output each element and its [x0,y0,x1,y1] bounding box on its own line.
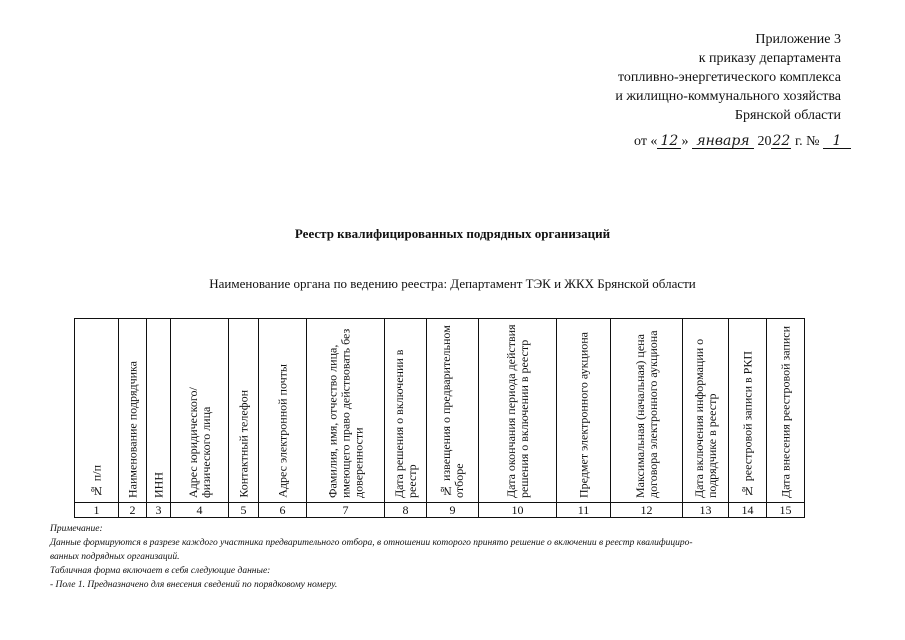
column-number: 6 [259,503,307,518]
column-header-text: Предмет электронного аукциона [576,331,590,498]
appendix-line: к приказу департамента [698,51,841,66]
order-year-prefix: 20 [757,134,772,149]
column-number: 12 [611,503,683,518]
column-header-text: Дата включения информации о подрядчике в реестр [691,338,719,498]
column-header-text: № извещения о предварительном отборе [438,325,466,498]
column-header [229,319,259,503]
column-header [611,319,683,503]
appendix-line: и жилищно-коммунального хозяйства [615,89,841,104]
order-number-handwritten: 1 [823,134,851,149]
notes-block [50,522,860,592]
order-year-handwritten: 22 [772,133,791,149]
column-header-text: Адрес юридического/ физического лица [185,387,213,498]
column-header [171,319,229,503]
notes-heading: Примечание: [50,524,103,534]
order-month-handwritten: января [692,134,754,149]
order-prefix: от « [634,134,658,149]
column-number: 4 [171,503,229,518]
column-number: 15 [767,503,805,518]
column-number: 14 [729,503,767,518]
column-header-text: Адрес электронной почты [275,364,289,498]
registry-organ-line: Наименование органа по ведению реестра: Департамент ТЭК и ЖКХ Брянской области [209,276,696,291]
table-header-row [75,319,805,503]
column-number: 2 [119,503,147,518]
appendix-line: Брянской области [734,108,841,123]
order-day-handwritten: 12 [657,134,681,149]
column-header [259,319,307,503]
column-header-text: Наименование подрядчика [125,361,139,498]
order-year-tail: г. № [791,134,820,149]
column-number: 1 [75,503,119,518]
column-header-text: № п/п [89,464,103,498]
column-header [557,319,611,503]
column-number: 7 [307,503,385,518]
column-number: 10 [479,503,557,518]
column-number: 9 [427,503,479,518]
order-quote-close: » [681,134,689,149]
notes-line: Данные формируются в разрезе каждого участника предварительного отбора, в отношении которого принято решение о включении в реестр квалифициро- [50,538,693,548]
appendix-block [615,30,841,125]
registry-table [74,318,805,518]
document-title: Реестр квалифицированных подрядных организаций [294,226,611,241]
column-header-text: Дата внесения реестровой записи [778,326,792,498]
appendix-line: топливно-энергетического комплекса [618,70,841,85]
column-number: 5 [229,503,259,518]
notes-line: - Поле 1. Предназначено для внесения сведений по порядковому номеру. [50,580,338,590]
column-header-text: Максимальная (начальная) цена договора электронного аукциона [632,330,660,498]
column-header-text: ИНН [151,472,165,498]
notes-line: Табличная форма включает в себя следующие данные: [50,566,271,576]
column-number: 3 [147,503,171,518]
column-header-text: Контактный телефон [236,390,250,498]
column-number: 8 [385,503,427,518]
column-number-row [75,503,805,518]
column-header [729,319,767,503]
column-header-text: Дата окончания периода действия решения о включении в реестр [503,324,531,498]
column-header [767,319,805,503]
column-header [385,319,427,503]
column-header [307,319,385,503]
column-header [427,319,479,503]
column-header [119,319,147,503]
appendix-line: Приложение 3 [755,32,841,47]
order-date-line [634,134,851,150]
notes-line: ванных подрядных организаций. [50,552,180,562]
column-header [147,319,171,503]
column-header [683,319,729,503]
column-header [479,319,557,503]
column-number: 11 [557,503,611,518]
column-header-text: Дата решения о включении в реестр [391,349,419,498]
column-header-text: Фамилия, имя, отчество лица, имеющего право действовать без доверенности [325,328,365,498]
column-number: 13 [683,503,729,518]
column-header [75,319,119,503]
column-header-text: № реестровой записи в РКП [740,350,754,498]
